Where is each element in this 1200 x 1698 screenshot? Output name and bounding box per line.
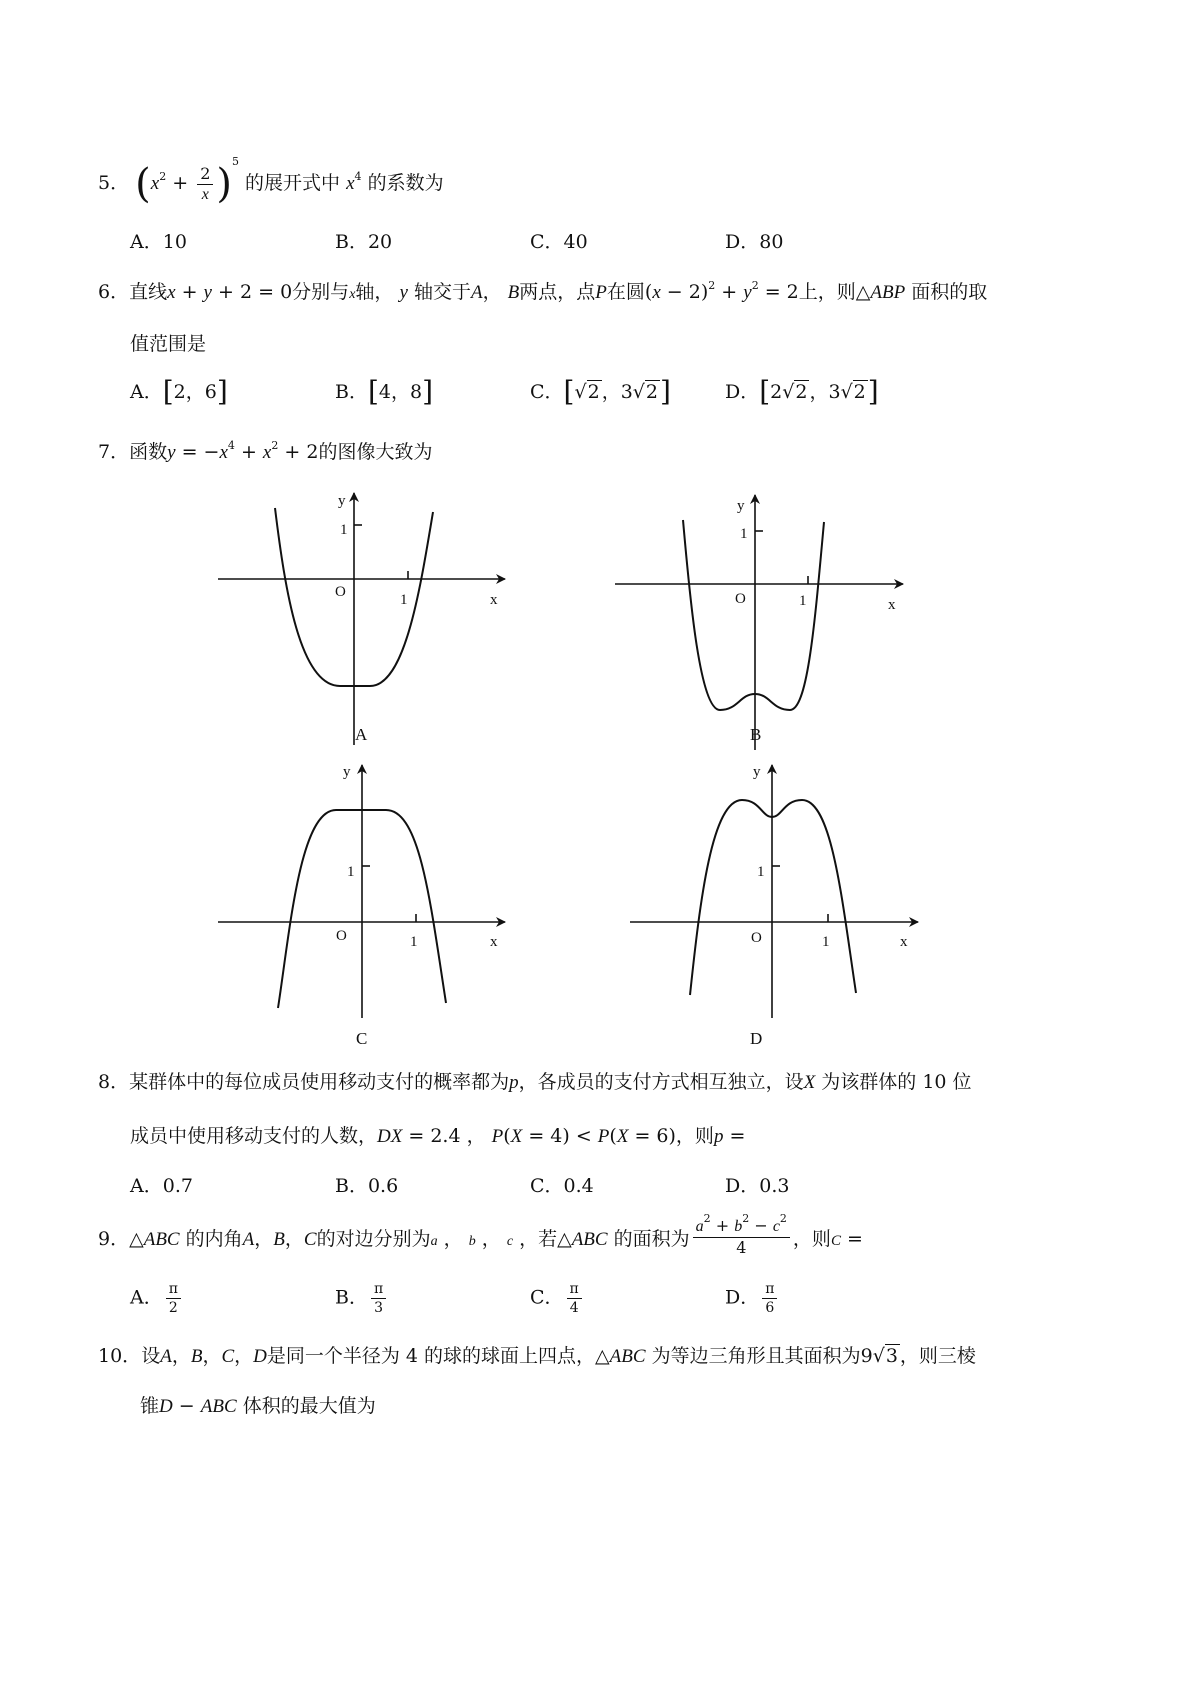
- question-number: 10．: [98, 1345, 142, 1367]
- question-9: 9．△ABC 的内角A，B，C的对边分别为a ， b ， c ，若△ABC 的面积为 $\frac{a^2 + b^2 - c^2}{4}$ ，则C =: [98, 1212, 863, 1257]
- graph-c[interactable]: [218, 764, 505, 1048]
- svg-text:1: 1: [340, 522, 348, 538]
- svg-text:1: 1: [347, 864, 355, 880]
- graph-d[interactable]: [630, 764, 918, 1048]
- q5-option-c[interactable]: C．40: [530, 231, 588, 253]
- svg-text:x: x: [888, 597, 896, 613]
- question-10: 10．设A，B，C，D是同一个半径为 4 的球的球面上四点，△ABC 为等边三角形且其面积为9√3 ，则三棱: [98, 1345, 976, 1367]
- svg-text:1: 1: [822, 934, 830, 950]
- q9-option-a[interactable]: A． $\frac{\pi}{2}$: [130, 1280, 184, 1317]
- q5-option-a[interactable]: A．10: [130, 231, 187, 253]
- svg-text:1: 1: [799, 593, 807, 609]
- question-number: 5．: [98, 172, 130, 194]
- svg-text:O: O: [735, 591, 746, 607]
- q9-option-c[interactable]: C． $\frac{\pi}{4}$: [530, 1280, 585, 1317]
- q8-option-b[interactable]: B．0.6: [335, 1175, 399, 1197]
- question-text: 的系数为: [367, 172, 444, 194]
- graph-b[interactable]: [615, 495, 903, 750]
- graph-b-label: B: [750, 725, 762, 744]
- q6-option-b[interactable]: B．[4，8]: [335, 375, 434, 408]
- q6-option-a[interactable]: A．[2，6]: [130, 375, 228, 408]
- fraction: $\frac{2}{x}$: [197, 164, 213, 205]
- svg-text:x: x: [490, 592, 498, 608]
- question-6: 6．直线x + y + 2 = 0分别与x轴， y 轴交于A， B两点，点P在圆$(x - 2)^2 + y^2 = 2$上，则△ABP 面积的取: [98, 279, 988, 303]
- graph-a[interactable]: [218, 493, 505, 745]
- svg-text:1: 1: [757, 864, 765, 880]
- svg-text:x: x: [900, 934, 908, 950]
- graph-d-label: D: [750, 1029, 763, 1048]
- svg-text:x: x: [490, 934, 498, 950]
- question-5: 5． ($x^2$ + $\frac{2}{x}$ )$^5$ 的展开式中 $x^4$ 的系数为: [98, 155, 444, 207]
- question-text: 的展开式中: [245, 172, 341, 194]
- svg-text:y: y: [343, 764, 351, 780]
- q5-option-b[interactable]: B．20: [335, 231, 393, 253]
- q6-option-d[interactable]: D．[2√2 ，3√2]: [725, 375, 879, 408]
- svg-text:1: 1: [740, 526, 748, 542]
- question-number: 8．: [98, 1071, 130, 1093]
- q8-option-a[interactable]: A．0.7: [130, 1175, 193, 1197]
- question-8: 8．某群体中的每位成员使用移动支付的概率都为p，各成员的支付方式相互独立，设X 为该群体的 10 位: [98, 1071, 972, 1093]
- svg-text:O: O: [336, 928, 347, 944]
- svg-text:y: y: [737, 498, 745, 514]
- formula-binomial: ($x^2$ + $\frac{2}{x}$ )$^5$: [135, 155, 239, 207]
- question-number: 6．: [98, 281, 130, 303]
- question-10-line2: 锥D − ABC 体积的最大值为: [140, 1395, 376, 1417]
- graph-a-label: A: [355, 725, 368, 744]
- svg-text:1: 1: [410, 934, 418, 950]
- q5-option-d[interactable]: D．80: [725, 231, 784, 253]
- q6-option-c[interactable]: C．[√2 ，3√2]: [530, 375, 671, 408]
- svg-text:y: y: [338, 493, 346, 509]
- question-8-line2: 成员中使用移动支付的人数，DX = 2.4 ， P(X = 4) < P(X = 6)，则p =: [130, 1125, 746, 1147]
- q9-option-d[interactable]: D． $\frac{\pi}{6}$: [725, 1280, 780, 1317]
- question-number: 7．: [98, 441, 130, 463]
- svg-text:1: 1: [400, 592, 408, 608]
- q9-option-b[interactable]: B． $\frac{\pi}{3}$: [335, 1280, 389, 1317]
- svg-text:O: O: [335, 584, 346, 600]
- svg-text:O: O: [751, 930, 762, 946]
- area-fraction: $\frac{a^2 + b^2 - c^2}{4}$: [693, 1216, 790, 1258]
- q8-option-c[interactable]: C．0.4: [530, 1175, 594, 1197]
- svg-text:y: y: [753, 764, 761, 780]
- graph-c-label: C: [356, 1029, 368, 1048]
- question-7: 7．函数$y = -x^4 + x^2 + 2$的图像大致为: [98, 439, 433, 463]
- question-number: 9．: [98, 1228, 130, 1250]
- question-6-line2: 值范围是: [130, 333, 207, 355]
- q8-option-d[interactable]: D．0.3: [725, 1175, 790, 1197]
